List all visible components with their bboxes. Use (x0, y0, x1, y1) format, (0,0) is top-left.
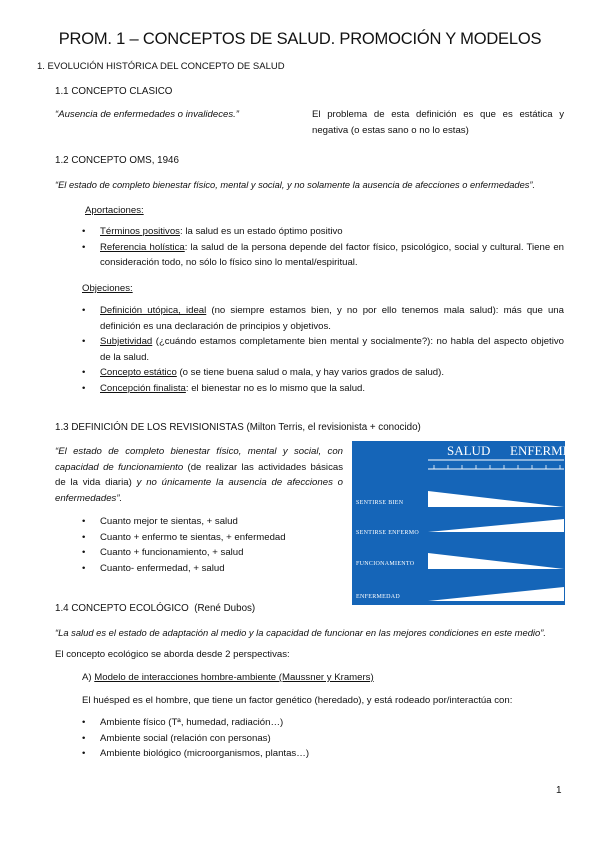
item-text: Cuanto- enfermedad, + salud (100, 562, 225, 574)
term: Referencia holística (100, 241, 185, 253)
bullet-icon: • (82, 336, 86, 347)
section-heading-1: 1. EVOLUCIÓN HISTÓRICA DEL CONCEPTO DE SALUD (37, 61, 285, 72)
term-text: : el bienestar no es lo mismo que la salud. (185, 382, 366, 394)
ecological-intro: El concepto ecológico se aborda desde 2 perspectivas: (55, 649, 290, 660)
term: Términos positivos (100, 226, 180, 237)
term-text: (no siempre estamos bien, y no por ello tenemos mala salud): más que una definición es una declaración de principios y objetivos. (100, 305, 564, 332)
revisionist-list (82, 514, 342, 576)
model-a-title: Modelo de interacciones hombre-ambiente (Maussner y Kramers) (94, 672, 374, 683)
quote-part: y no únicamente la ausencia de afecciones o enfermedades”. (55, 477, 343, 504)
list-item (82, 514, 342, 530)
list-item (82, 224, 564, 240)
list-item (82, 530, 342, 546)
model-a-prefix: A) (82, 672, 95, 683)
bullet-icon: • (82, 382, 86, 394)
page-title: PROM. 1 – CONCEPTOS DE SALUD. PROMOCIÓN Y MODELOS (58, 30, 542, 48)
bullet-icon: • (82, 226, 86, 237)
revisionist-quote (55, 444, 343, 506)
header-salud: SALUD (447, 443, 491, 458)
row-label: SENTIRSE ENFERMO (356, 530, 419, 536)
header-enfermedad: ENFERMEDAD (510, 443, 599, 458)
item-text: Cuanto + funcionamiento, + salud (100, 547, 244, 558)
aportaciones-list (82, 224, 564, 271)
heading-1-3 (55, 422, 421, 433)
list-item (82, 240, 564, 271)
bullet-icon: • (82, 305, 86, 316)
objeciones-label: Objeciones: (82, 283, 133, 294)
environment-list (82, 715, 382, 762)
heading-text: 1.4 CONCEPTO ECOLÓGICO (55, 603, 189, 614)
wedge-sentirse-bien (428, 491, 564, 507)
list-item (82, 545, 342, 561)
wedge-funcionamiento (428, 553, 564, 569)
classic-comment-line2: negativa (o estas sano o no lo estas) (312, 125, 469, 136)
term-text: (¿cuándo estamos completamente bien mental y socialmente?): no habla del aspecto objetivo de la salud. (100, 336, 564, 363)
list-item (82, 365, 564, 381)
list-item (82, 334, 564, 365)
row-label: SENTIRSE BIEN (356, 500, 404, 506)
bullet-icon: • (82, 748, 86, 759)
bullet-icon: • (82, 367, 86, 378)
heading-1-2: 1.2 CONCEPTO OMS, 1946 (55, 155, 179, 166)
model-a-heading (82, 670, 374, 686)
page-number: 1 (556, 785, 562, 796)
term: Definición utópica, ideal (100, 305, 207, 316)
bullet-icon: • (82, 531, 86, 543)
heading-paren: (Milton Terris, el revisionista + conocido) (243, 422, 421, 433)
item-text: Ambiente social (relación con personas) (100, 732, 271, 744)
term: Concepción finalista (100, 382, 186, 394)
ecological-quote: “La salud es el estado de adaptación al medio y la capacidad de funcionar en las mejores condiciones en este medio”. (55, 627, 546, 638)
list-item (82, 381, 564, 397)
classic-quote: “Ausencia de enfermedades o invalideces.” (55, 109, 239, 120)
bullet-icon: • (82, 516, 86, 527)
list-item (82, 715, 382, 731)
term-text: : la salud es un estado óptimo positivo (179, 226, 343, 237)
scale-ticks (434, 465, 560, 469)
diagram-graphic (352, 441, 565, 605)
list-item (82, 746, 382, 762)
row-label: ENFERMEDAD (356, 594, 401, 600)
health-illness-diagram (352, 441, 599, 605)
item-text: Ambiente físico (Tª, humedad, radiación…) (100, 717, 284, 728)
list-item (82, 731, 382, 747)
term-text: (o se tiene buena salud o mala, y hay varios grados de salud). (176, 367, 444, 378)
bullet-icon: • (82, 241, 86, 253)
item-text: Ambiente biológico (microorganismos, plantas…) (100, 748, 310, 759)
row-label: FUNCIONAMIENTO (356, 561, 415, 567)
bullet-icon: • (82, 562, 86, 574)
item-text: Cuanto + enfermo te sientas, + enfermedad (100, 531, 286, 543)
model-a-text: El huésped es el hombre, que tiene un factor genético (heredado), y está rodeado por/interactúa con: (82, 695, 513, 706)
oms-quote: “El estado de completo bienestar físico, mental y social, y no solamente la ausencia de afecciones o enfermedades”. (55, 180, 536, 190)
term: Subjetividad (100, 336, 153, 347)
bullet-icon: • (82, 732, 86, 744)
objeciones-list (82, 303, 564, 396)
wedge-sentirse-enfermo (428, 519, 564, 532)
wedge-enfermedad (428, 587, 564, 601)
bullet-icon: • (82, 547, 86, 558)
quote-part: “El estado de completo bienestar físico, mental y social, con capacidad de funcionamiento (55, 446, 343, 473)
term-text: : la salud de la persona depende del factor físico, psicológico, social y cultural. Tiene en consideración todo, no sólo lo físico sino lo mental/espiritual. (100, 241, 564, 268)
heading-paren: (René Dubos) (188, 603, 256, 614)
list-item (82, 303, 564, 334)
term: Concepto estático (100, 367, 177, 378)
heading-text: 1.3 DEFINICIÓN DE LOS REVISIONISTAS (55, 422, 244, 433)
classic-comment-line1: El problema de esta definición es que es estática y (312, 109, 564, 120)
bullet-icon: • (82, 717, 86, 728)
list-item (82, 561, 342, 577)
heading-1-1: 1.1 CONCEPTO CLASICO (55, 86, 173, 97)
quote-part: (de realizar las actividades básicas de la vida diaria) (55, 461, 343, 488)
aportaciones-label: Aportaciones: (85, 205, 144, 216)
item-text: Cuanto mejor te sientas, + salud (100, 516, 238, 527)
heading-1-4 (55, 603, 255, 614)
